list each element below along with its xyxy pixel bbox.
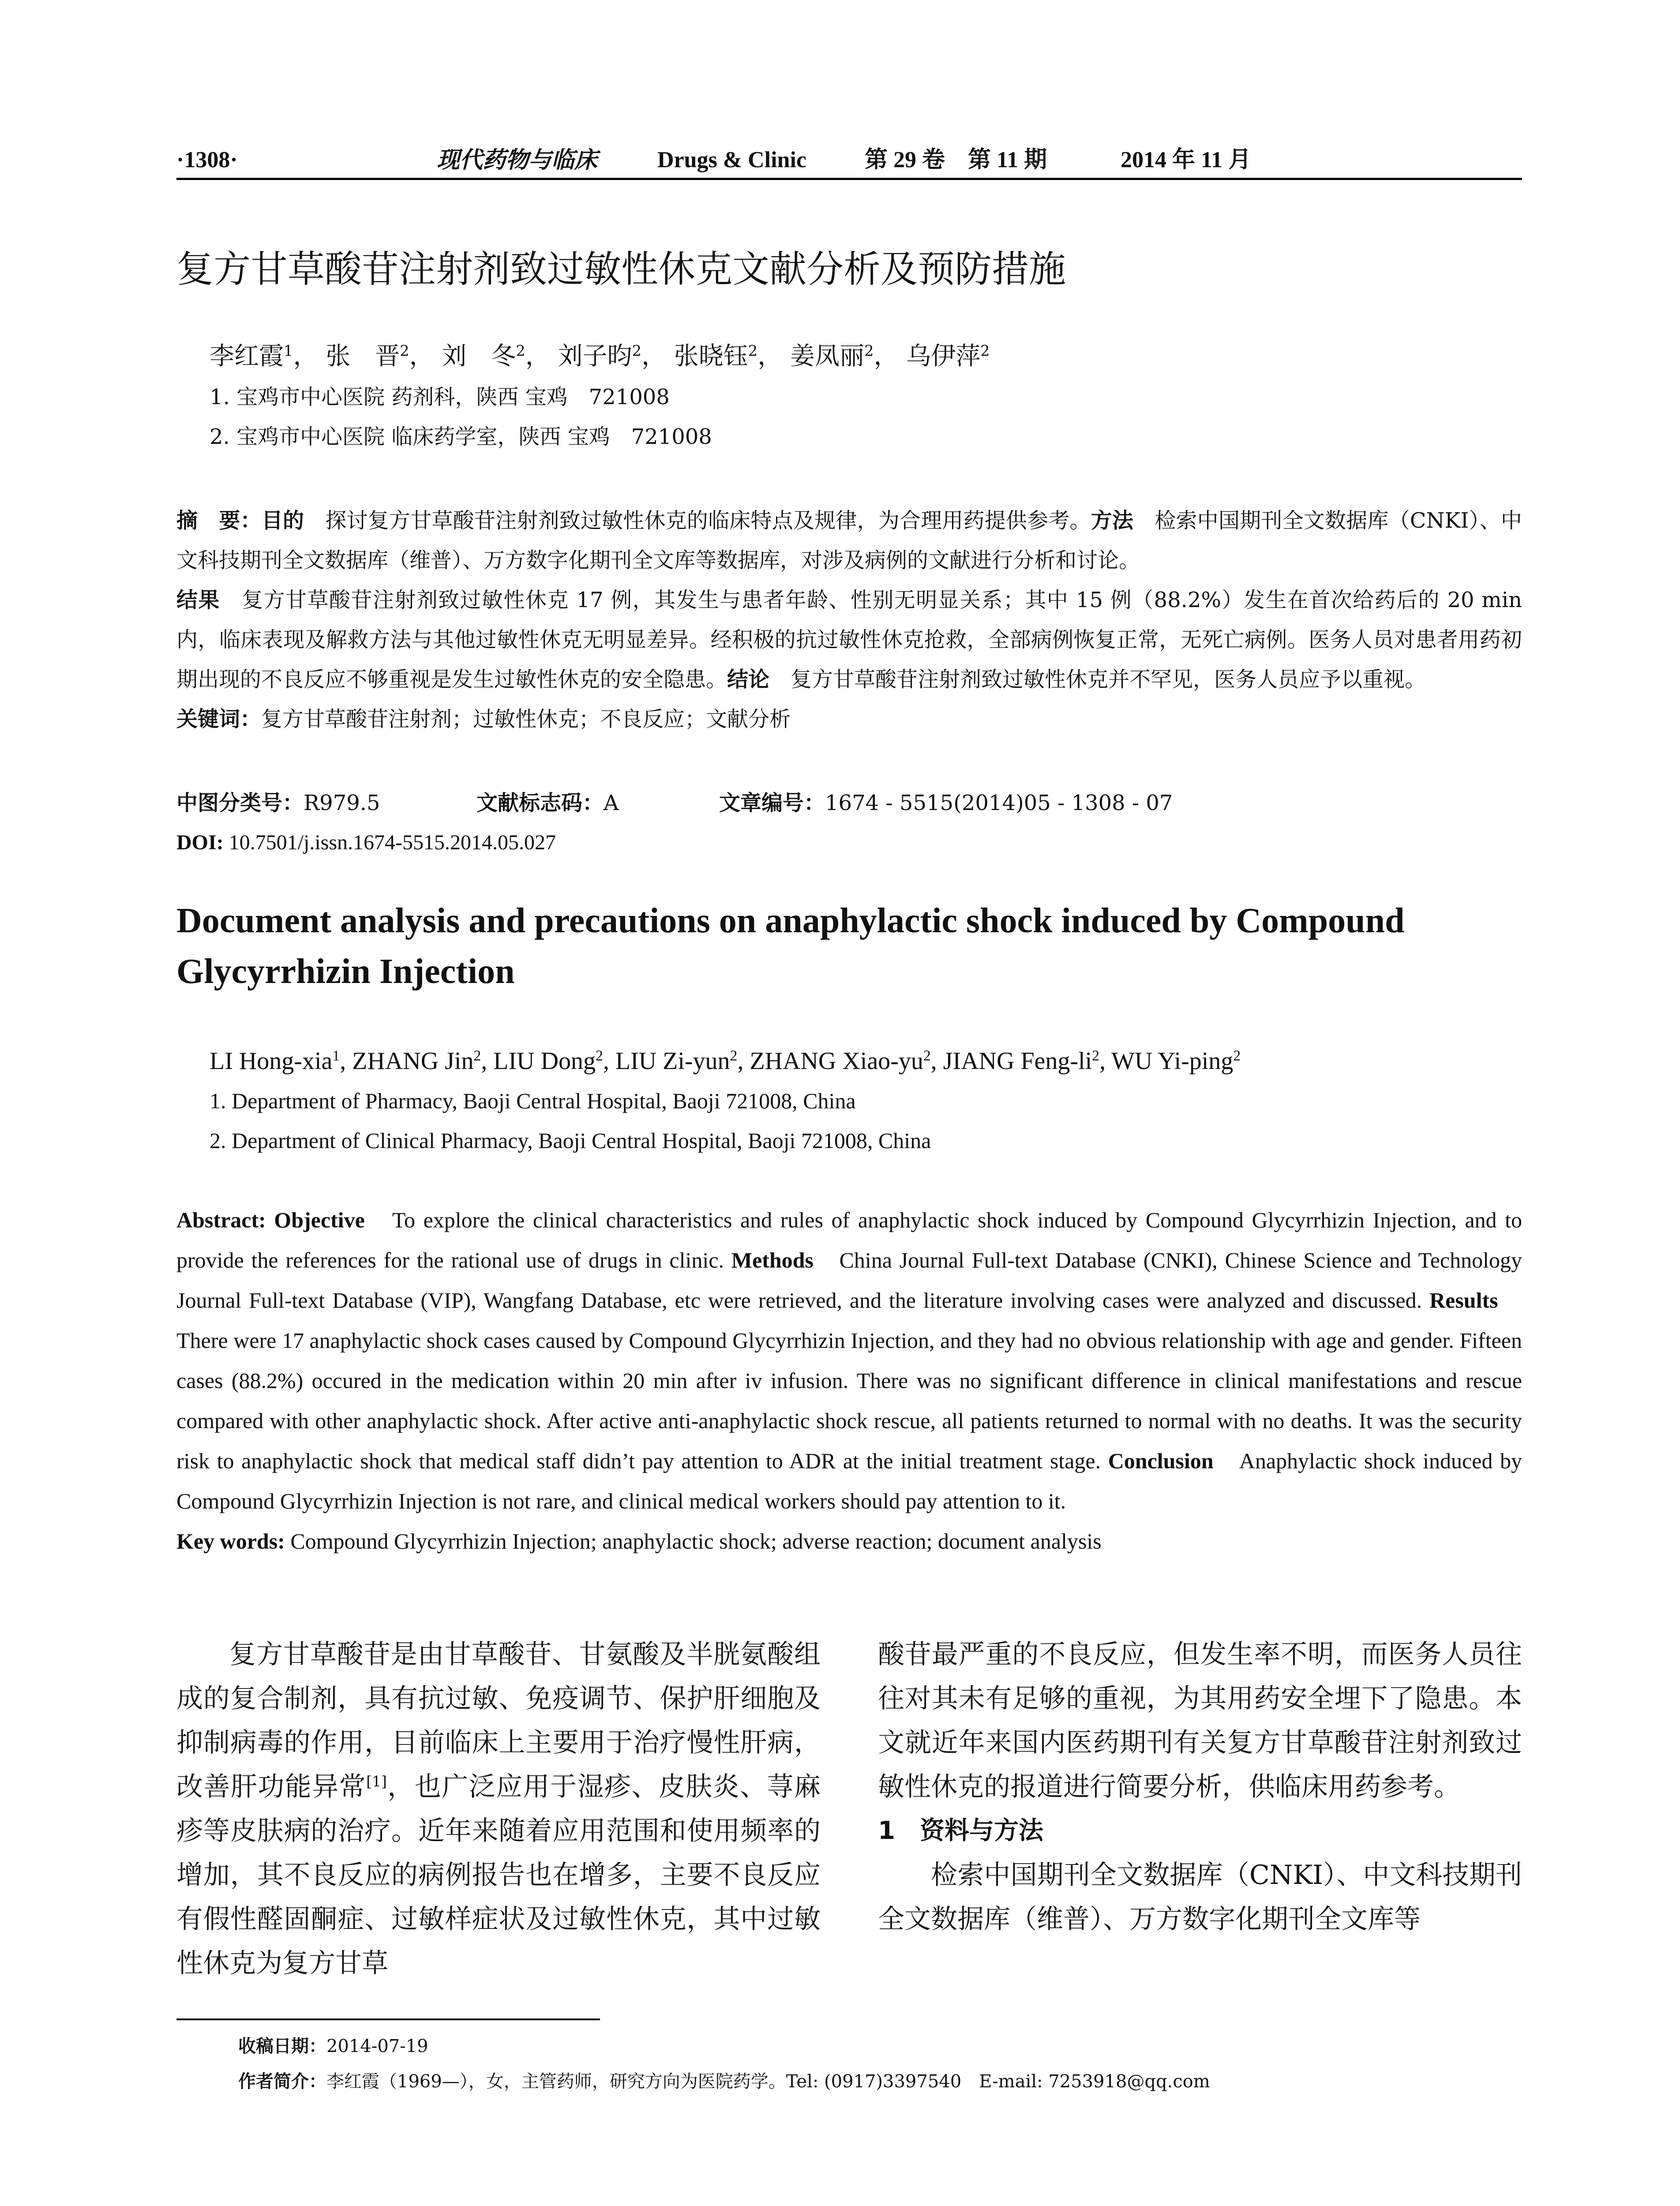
author-name: LIU Dong <box>493 1047 596 1075</box>
author-affil-sup: 2 <box>980 342 990 360</box>
author-affil-sup: 2 <box>730 1047 738 1064</box>
author-name: 刘子昀 <box>558 342 632 371</box>
doi-label: DOI: <box>176 831 224 854</box>
author-name: WU Yi-ping <box>1111 1047 1234 1075</box>
doc-code-label: 文献标志码： <box>476 791 604 815</box>
author-bio: 李红霞（1969—），女，主管药师，研究方向为医院药学。Tel: (0917)3397540 E-mail: 7253918@qq.com <box>326 2071 1210 2092</box>
doi-value: 10.7501/j.issn.1674-5515.2014.05.027 <box>223 831 556 854</box>
author-name: ZHANG Jin <box>352 1047 474 1075</box>
results-label: 结果 <box>176 588 220 612</box>
journal-name-cn: 现代药物与临床 <box>437 147 598 173</box>
footnote-received <box>238 2029 428 2064</box>
author-affil-sup: 2 <box>748 342 758 360</box>
author-name: 张 晋 <box>326 342 400 371</box>
body-column-left <box>176 1632 821 1985</box>
article-no-value: 1674 - 5515(2014)05 - 1308 - 07 <box>825 791 1173 815</box>
cn-title: 复方甘草酸苷注射剂致过敏性休克文献分析及预防措施 <box>176 248 1066 291</box>
keywords-text: Compound Glycyrrhizin Injection; anaphylactic shock; adverse reaction; document analysis <box>285 1529 1102 1553</box>
objective-text: To explore the clinical characteristics and rules of anaphylactic shock induced by Compound Glycyrrhizin Injection, and to provide the references for the rational use of drugs in clinic. <box>176 1208 1522 1272</box>
author-affil-sup: 1 <box>332 1047 340 1064</box>
methods-text: 检索中国期刊全文数据库（CNKI）、中文科技期刊全文数据库（维普）、万方数字化期刊全文库等数据库，对涉及病例的文献进行分析和讨论。 <box>176 508 1522 573</box>
classification-line <box>176 783 1522 823</box>
cn-affiliation-2: 2. 宝鸡市中心医院 临床药学室，陕西 宝鸡 721008 <box>210 424 712 449</box>
author-bio-label: 作者简介： <box>238 2071 326 2092</box>
author-affil-sup: 2 <box>923 1047 931 1064</box>
author-affil-sup: 2 <box>864 342 874 360</box>
author-name: JIANG Feng-li <box>943 1047 1092 1075</box>
cn-authors: 李红霞$^1$， 张 晋$^2$， 刘 冬$^2$， 刘子昀$^2$， 张晓钰$^2$， 姜凤丽$^2$， 乌伊萍$^2$ <box>210 342 990 371</box>
conclusion-text: Anaphylactic shock induced by Compound Glycyrrhizin Injection is not rare, and clinical medical workers should pay attention to it. <box>176 1448 1522 1513</box>
conclusion-text: 复方甘草酸苷注射剂致过敏性休克并不罕见，医务人员应予以重视。 <box>769 667 1426 692</box>
body-text: 复方甘草酸苷是由甘草酸苷、甘氨酸及半胱氨酸组成的复合制剂，具有抗过敏、免疫调节、保护肝细胞及抑制病毒的作用，目前临床上主要用于治疗慢性肝病，改善肝功能异常 <box>176 1639 821 1802</box>
author-affil-sup: 1 <box>284 342 293 360</box>
objective-label: 目的 <box>261 508 304 533</box>
methods-label: Methods <box>731 1248 814 1272</box>
running-header <box>176 140 1522 180</box>
objective-text: 探讨复方甘草酸苷注射剂致过敏性休克的临床特点及规律，为合理用药提供参考。 <box>304 508 1091 533</box>
author-name: 李红霞 <box>210 342 284 371</box>
doc-code-value: A <box>604 791 619 815</box>
author-name: LIU Zi-yun <box>615 1047 730 1075</box>
body-column-right <box>878 1632 1522 1941</box>
author-name: 乌伊萍 <box>906 342 981 371</box>
received-label: 收稿日期： <box>238 2036 326 2056</box>
author-name: 姜凤丽 <box>790 342 864 371</box>
en-affiliation-2: 2. Department of Clinical Pharmacy, Baoji Central Hospital, Baoji 721008, China <box>210 1128 931 1153</box>
author-affil-sup: 2 <box>632 342 641 360</box>
conclusion-label: 结论 <box>727 667 770 692</box>
keywords-label: 关键词： <box>176 707 262 732</box>
received-date: 2014-07-19 <box>326 2036 428 2056</box>
author-affil-sup: 2 <box>473 1047 481 1064</box>
methods-label: 方法 <box>1091 508 1134 533</box>
author-name: 刘 冬 <box>442 342 516 371</box>
clc-value: R979.5 <box>304 791 380 815</box>
en-abstract <box>176 1200 1522 1561</box>
author-affil-sup: 2 <box>1233 1047 1241 1064</box>
cn-abstract <box>176 501 1522 739</box>
cn-affiliation-1: 1. 宝鸡市中心医院 药剂科，陕西 宝鸡 721008 <box>210 385 670 409</box>
author-affil-sup: 2 <box>1092 1047 1099 1064</box>
clc-label: 中图分类号： <box>176 791 304 815</box>
en-affiliation-1: 1. Department of Pharmacy, Baoji Central Hospital, Baoji 721008, China <box>210 1088 856 1113</box>
en-authors: LI Hong-xia$^1$, ZHANG Jin$^2$, LIU Dong$^2$, LIU Zi-yun$^2$, ZHANG Xiao-$yu^2$, JIANG Feng-$li^2$, WU Yi-ping$^2$ <box>210 1047 1241 1075</box>
volume-issue: 第 29 卷 第 11 期 <box>865 147 1047 173</box>
doi-line <box>176 823 556 863</box>
journal-name-en: Drugs & Clinic <box>657 147 806 173</box>
author-name: 张晓钰 <box>674 342 748 371</box>
author-name: LI Hong-xia <box>210 1047 333 1075</box>
results-text: There were 17 anaphylactic shock cases caused by Compound Glycyrrhizin Injection, and they had no obvious relationship with age and gender. Fifteen cases (88.2%) occured in the medication within 20 min after iv infusion. There was no significant difference in clinical manifestations and rescue compared with other anaphylactic shock. After active anti-anaphylactic shock rescue, all patients returned to normal with no deaths. It was the security risk to anaphylactic shock that medical staff didn’t pay attention to ADR at the initial treatment stage. <box>176 1288 1522 1473</box>
page-number: ·1308· <box>176 147 238 173</box>
citation-ref: [1] <box>366 1773 387 1790</box>
body-text: ，也广泛应用于湿疹、皮肤炎、荨麻疹等皮肤病的治疗。近年来随着应用范围和使用频率的增加，其不良反应的病例报告也在增多，主要不良反应有假性醛固酮症、过敏样症状及过敏性休克，其中过敏性休克为复方甘草 <box>176 1771 821 1979</box>
header-rule <box>176 178 1522 180</box>
results-text: 复方甘草酸苷注射剂致过敏性休克 17 例，其发生与患者年龄、性别无明显关系；其中 15 例（88.2%）发生在首次给药后的 20 min 内，临床表现及解救方法与其他过敏性休克无明显差异。经积极的抗过敏性休克抢救，全部病例恢复正常，无死亡病例。医务人员对患者用药初期出现的不良反应不够重视是发生过敏性休克的安全隐患。 <box>176 588 1522 692</box>
footnote-rule <box>176 2018 600 2020</box>
conclusion-label: Conclusion <box>1108 1448 1214 1473</box>
issue-date: 2014 年 11 月 <box>1121 147 1252 173</box>
abstract-label: Abstract: <box>176 1208 274 1232</box>
author-affil-sup: 2 <box>596 1047 603 1064</box>
author-name: ZHANG Xiao-yu <box>750 1047 923 1075</box>
keywords-label: Key words: <box>176 1529 285 1553</box>
body-paragraph <box>176 1632 821 1985</box>
section-heading: 1 资料与方法 <box>878 1816 1043 1845</box>
results-label: Results <box>1429 1288 1498 1313</box>
en-title: Document analysis and precautions on anaphylactic shock induced by Compound Glycyrrhizin Injection <box>176 901 1405 991</box>
body-paragraph: 检索中国期刊全文数据库（CNKI）、中文科技期刊全文数据库（维普）、万方数字化期刊全文库等 <box>878 1860 1522 1935</box>
footnote-author <box>238 2064 1210 2099</box>
objective-label: Objective <box>274 1208 365 1232</box>
keywords-text: 复方甘草酸苷注射剂；过敏性休克；不良反应；文献分析 <box>261 707 791 732</box>
body-paragraph: 酸苷最严重的不良反应，但发生率不明，而医务人员往往对其未有足够的重视，为其用药安全埋下了隐患。本文就近年来国内医药期刊有关复方甘草酸苷注射剂致过敏性休克的报道进行简要分析，供临床用药参考。 <box>878 1639 1522 1802</box>
author-affil-sup: 2 <box>516 342 525 360</box>
author-affil-sup: 2 <box>400 342 409 360</box>
methods-text: China Journal Full-text Database (CNKI), Chinese Science and Technology Journal Full-text Database (VIP), Wangfang Database, etc were retrieved, and the literature involving cases were analyzed and discussed. <box>176 1248 1522 1313</box>
abstract-label: 摘 要： <box>176 508 262 533</box>
article-no-label: 文章编号： <box>719 791 825 815</box>
